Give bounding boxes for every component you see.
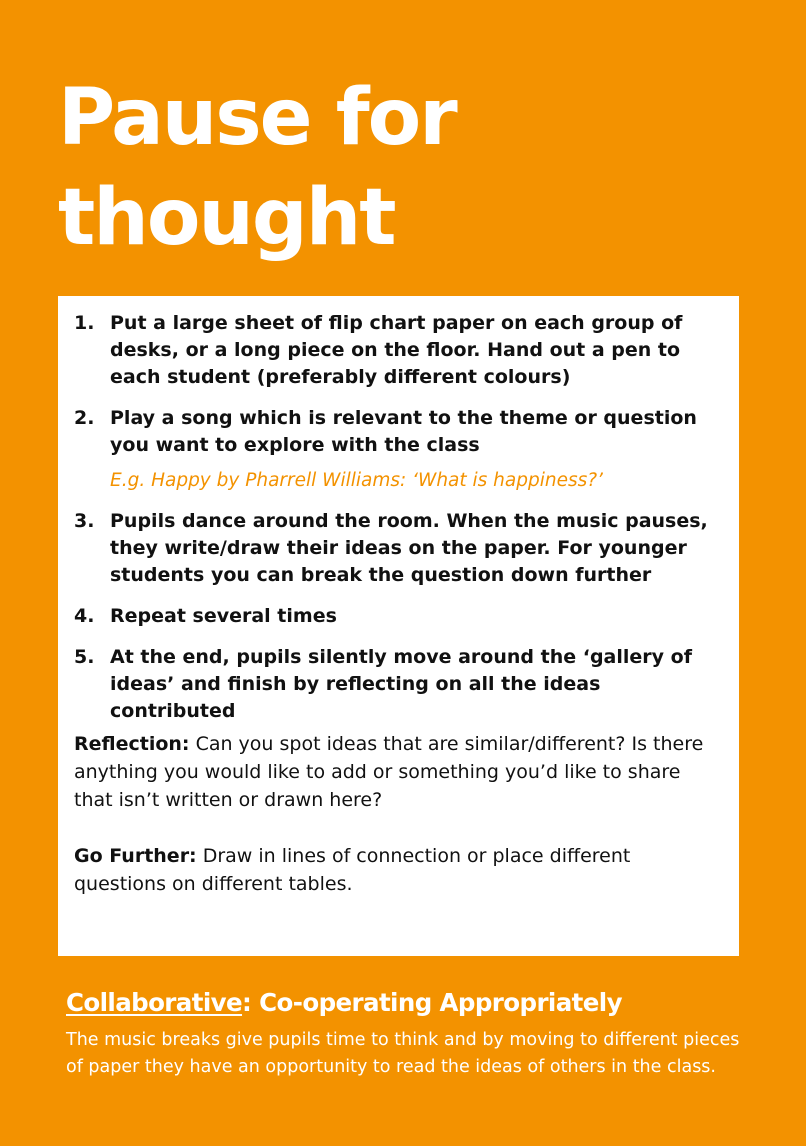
instructions-card bbox=[58, 296, 739, 956]
step-2 bbox=[74, 405, 724, 494]
step-text: Pupils dance around the room. When the music pauses, they write/draw their ideas on the paper. For younger students you can break the question down further bbox=[110, 510, 708, 586]
footer-heading-underlined: Collaborative bbox=[66, 988, 243, 1017]
step-number: 5. bbox=[74, 646, 95, 668]
step-4 bbox=[74, 603, 724, 630]
go-further-paragraph bbox=[74, 842, 724, 898]
page-title bbox=[58, 68, 758, 268]
step-number: 1. bbox=[74, 312, 95, 334]
footer-heading bbox=[66, 984, 756, 1022]
step-text: At the end, pupils silently move around the ‘gallery of ideas’ and finish by reflecting on all the ideas contributed bbox=[110, 646, 692, 722]
reflection-text: Can you spot ideas that are similar/different? Is there anything you would like to add or something you’d like to share that isn’t written or drawn here? bbox=[74, 733, 704, 811]
step-5 bbox=[74, 644, 724, 725]
page-title-line-2: thought bbox=[58, 173, 395, 263]
page-title-line-1: Pause for bbox=[58, 73, 456, 163]
go-further-text: Draw in lines of connection or place different questions on different tables. bbox=[74, 845, 631, 895]
step-example: E.g. Happy by Pharrell Williams: ‘What is happiness?’ bbox=[110, 470, 603, 491]
step-3 bbox=[74, 508, 724, 589]
go-further-label: Go Further: bbox=[74, 845, 197, 867]
step-1 bbox=[74, 310, 724, 391]
steps-list bbox=[74, 310, 724, 739]
step-text: Repeat several times bbox=[110, 605, 337, 627]
step-number: 3. bbox=[74, 510, 95, 532]
footer-heading-rest: : Co-operating Appropriately bbox=[242, 988, 622, 1017]
reflection-paragraph bbox=[74, 730, 724, 814]
step-text: Play a song which is relevant to the theme or question you want to explore with the class bbox=[110, 407, 697, 456]
footer-body: The music breaks give pupils time to think and by moving to different pieces of paper they have an opportunity to read the ideas of others in the class. bbox=[66, 1030, 740, 1077]
step-number: 4. bbox=[74, 605, 95, 627]
reflection-label: Reflection: bbox=[74, 733, 190, 755]
step-number: 2. bbox=[74, 407, 95, 429]
step-text: Put a large sheet of flip chart paper on each group of desks, or a long piece on the floor. Hand out a pen to each student (preferably different colours) bbox=[110, 312, 683, 388]
